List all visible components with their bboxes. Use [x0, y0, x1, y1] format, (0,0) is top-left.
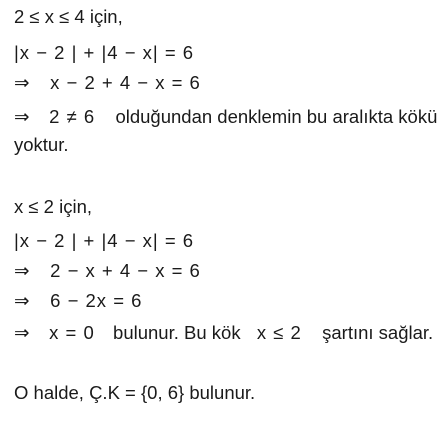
implies-arrow-icon: ⇒ — [14, 290, 31, 311]
implies-arrow-icon: ⇒ — [14, 72, 31, 93]
case1-equation: |x − 2 | + |4 − x| = 6 — [14, 42, 195, 63]
case2-step1: ⇒ 2 − x + 4 − x = 6 — [14, 260, 201, 281]
implies-arrow-icon: ⇒ — [14, 322, 30, 343]
case1-conclusion: yoktur. — [14, 134, 69, 155]
case2-heading: x ≤ 2 için, — [14, 196, 93, 217]
case1-step1: ⇒ x − 2 + 4 − x = 6 — [14, 72, 201, 93]
case2-step2: ⇒ 6 − 2x = 6 — [14, 290, 143, 311]
case1-step2: ⇒ 2 ≠ 6 olduğundan denklemin bu aralıkta kökü — [14, 106, 438, 127]
implies-arrow-icon: ⇒ — [14, 260, 31, 281]
implies-arrow-icon: ⇒ — [14, 106, 30, 127]
final-conclusion: O halde, Ç.K = {0, 6} bulunur. — [14, 382, 256, 403]
case2-equation: |x − 2 | + |4 − x| = 6 — [14, 230, 195, 251]
case1-heading: 2 ≤ x ≤ 4 için, — [14, 6, 123, 27]
case2-step3: ⇒ x = 0 bulunur. Bu kök x ≤ 2 şartını sağlar. — [14, 322, 434, 343]
